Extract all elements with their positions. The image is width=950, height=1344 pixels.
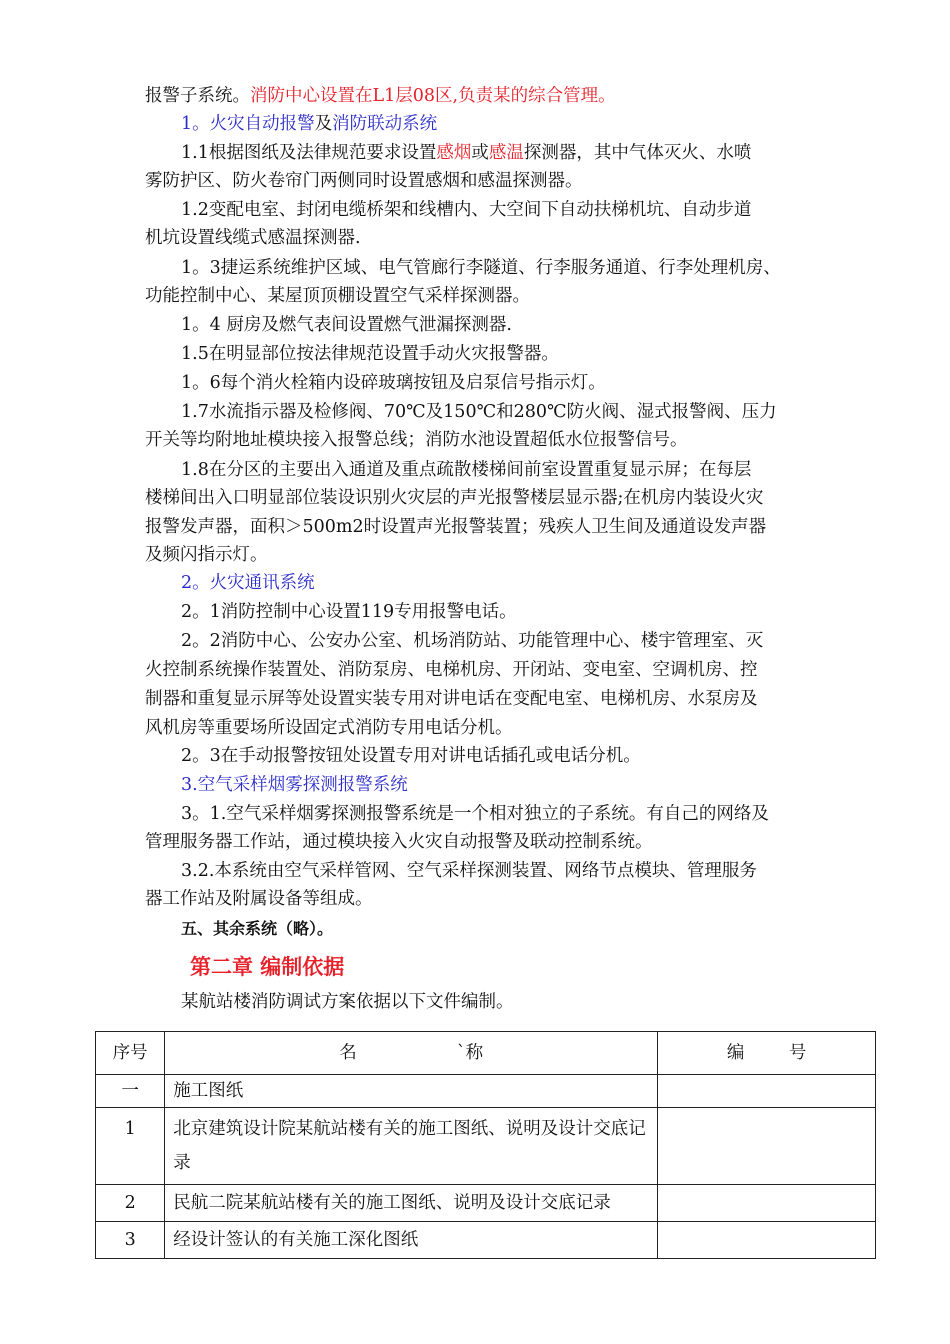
table-cell-code bbox=[658, 1108, 876, 1185]
paragraph-line: 及频闪指示灯。 bbox=[145, 545, 268, 565]
table-row bbox=[96, 1185, 876, 1222]
chapter-intro: 某航站楼消防调试方案依据以下文件编制。 bbox=[181, 992, 514, 1012]
paragraph-line: 报警发声器，面积＞500m2时设置声光报警装置；残疾人卫生间及通道设发声器 bbox=[145, 517, 767, 537]
table-row bbox=[96, 1108, 876, 1185]
highlight-text: 消防中心设置在L1层08区,负责某的综合管理。 bbox=[250, 86, 616, 106]
table-cell-code bbox=[658, 1075, 876, 1108]
paragraph-1-2: 1.2变配电室、封闭电缆桥架和线槽内、大空间下自动扶梯机坑、自动步道 bbox=[181, 200, 752, 220]
reference-table bbox=[95, 1031, 876, 1259]
paragraph-1-7: 1.7水流指示器及检修阀、70℃及150℃和280℃防火阀、湿式报警阀、压力 bbox=[181, 402, 777, 422]
paragraph-line: 器工作站及附属设备等组成。 bbox=[145, 889, 373, 909]
paragraph-line: 雾防护区、防火卷帘门两侧同时设置感烟和感温探测器。 bbox=[145, 171, 583, 191]
paragraph-line: 开关等均附地址模块接入报警总线；消防水池设置超低水位报警信号。 bbox=[145, 430, 688, 450]
text-fragment: 报警子系统。 bbox=[145, 86, 250, 106]
table-cell-name: 民航二院某航站楼有关的施工图纸、说明及设计交底记录 bbox=[165, 1185, 658, 1222]
paragraph-2-1: 2。1消防控制中心设置119专用报警电话。 bbox=[181, 602, 517, 622]
table-row bbox=[96, 1222, 876, 1259]
text-fragment: 或 bbox=[471, 143, 489, 163]
table-cell-code bbox=[658, 1185, 876, 1222]
heading-fire-alarm bbox=[181, 110, 437, 138]
paragraph-3-1: 3。1.空气采样烟雾探测报警系统是一个相对独立的子系统。有自己的网络及 bbox=[181, 804, 769, 824]
paragraph-line: 风机房等重要场所设固定式消防专用电话分机。 bbox=[145, 718, 513, 738]
paragraph-2-2: 2。2消防中心、公安办公室、机场消防站、功能管理中心、楼宇管理室、灭 bbox=[181, 631, 764, 651]
table-cell-code bbox=[658, 1222, 876, 1259]
paragraph-line: 制器和重复显示屏等处设置实装专用对讲电话在变配电室、电梯机房、水泵房及 bbox=[145, 689, 758, 709]
heading-fire-communication: 2。火灾通讯系统 bbox=[181, 573, 315, 593]
heading-part: 火灾自动报警 bbox=[209, 114, 315, 134]
paragraph-line: 功能控制中心、某屋顶顶棚设置空气采样探测器。 bbox=[145, 286, 530, 306]
heading-air-sampling: 3.空气采样烟雾探测报警系统 bbox=[181, 775, 408, 795]
heading-part: 及 bbox=[314, 114, 333, 134]
highlight-text: 感烟 bbox=[436, 143, 472, 163]
highlight-text: 感温 bbox=[488, 143, 524, 163]
paragraph-1-8: 1.8在分区的主要出入通道及重点疏散楼梯间前室设置重复显示屏；在每层 bbox=[181, 460, 752, 480]
paragraph-line: 楼梯间出入口明显部位装设识别火灾层的声光报警楼层显示器;在机房内装设火灾 bbox=[145, 488, 764, 508]
table-header-cell: 序号 bbox=[96, 1032, 165, 1075]
table-cell-number: 一 bbox=[96, 1075, 165, 1108]
paragraph-line: 机坑设置线缆式感温探测器. bbox=[145, 228, 361, 248]
table-header-row bbox=[96, 1032, 876, 1075]
table-cell-name: 施工图纸 bbox=[165, 1075, 658, 1108]
table-header-cell: 编 号 bbox=[658, 1032, 876, 1075]
table-cell-number: 1 bbox=[96, 1108, 165, 1185]
text-fragment: 探测器，其中气体灭火、水喷 bbox=[523, 143, 752, 163]
table-cell-name: 经设计签认的有关施工深化图纸 bbox=[165, 1222, 658, 1259]
paragraph-3-2: 3.2.本系统由空气采样管网、空气采样探测装置、网络节点模块、管理服务 bbox=[181, 861, 757, 881]
heading-part: 消防联动系统 bbox=[332, 114, 438, 134]
heading-number: 1。 bbox=[181, 114, 210, 134]
paragraph-1-4: 1。4 厨房及燃气表间设置燃气泄漏探测器. bbox=[181, 315, 512, 335]
paragraph-2-3: 2。3在手动报警按钮处设置专用对讲电话插孔或电话分机。 bbox=[181, 746, 641, 766]
paragraph-1-3: 1。3捷运系统维护区域、电气管廊行李隧道、行李服务通道、行李处理机房、 bbox=[181, 258, 781, 278]
paragraph-intro bbox=[145, 82, 616, 110]
section-heading: 五、其余系统（略）。 bbox=[181, 919, 334, 938]
table-cell-number: 2 bbox=[96, 1185, 165, 1222]
table-cell-number: 3 bbox=[96, 1222, 165, 1259]
paragraph-1-1 bbox=[181, 139, 751, 167]
paragraph-line: 管理服务器工作站，通过模块接入火灾自动报警及联动控制系统。 bbox=[145, 832, 653, 852]
paragraph-line: 火控制系统操作装置处、消防泵房、电梯机房、开闭站、变电室、空调机房、控 bbox=[145, 660, 758, 680]
table-header-cell: 名 `称 bbox=[165, 1032, 658, 1075]
table-row bbox=[96, 1075, 876, 1108]
paragraph-1-5: 1.5在明显部位按法律规范设置手动火灾报警器。 bbox=[181, 344, 559, 364]
chapter-title: 第二章 编制依据 bbox=[190, 955, 345, 979]
paragraph-1-6: 1。6每个消火栓箱内设碎玻璃按钮及启泵信号指示灯。 bbox=[181, 373, 606, 393]
table-cell-name: 北京建筑设计院某航站楼有关的施工图纸、说明及设计交底记录 bbox=[165, 1108, 658, 1185]
text-fragment: 1.1根据图纸及法律规范要求设置 bbox=[181, 143, 437, 163]
